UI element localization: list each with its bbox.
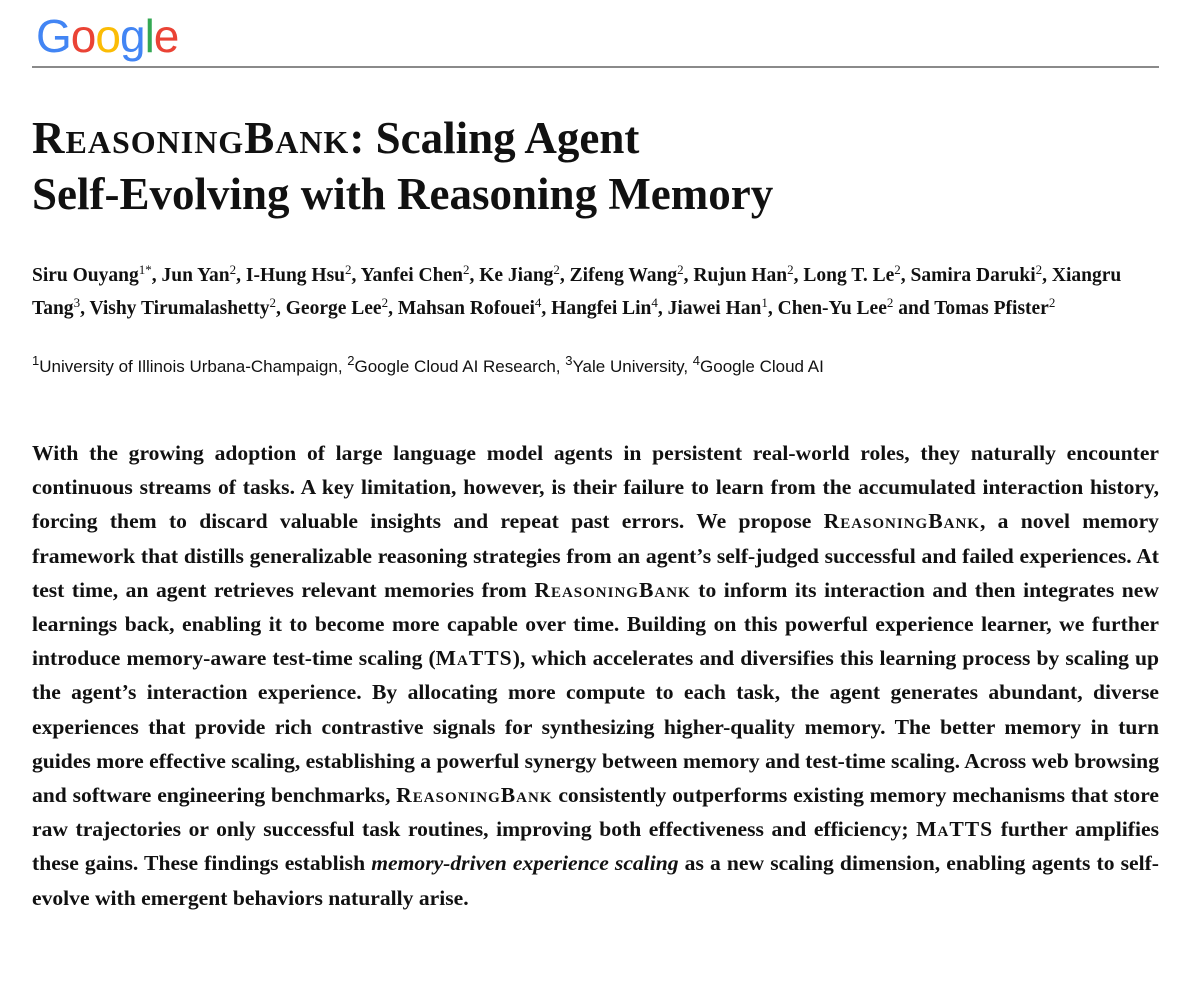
author-affiliation-mark: 1 <box>761 295 768 310</box>
abstract-text: , a novel memory framework that distills generalizable reasoning strategies from an agent’s self-judged successful and failed experiences. At test time, an agent retrieves relevant memories from <box>32 509 1159 602</box>
author-affiliation-mark: 2 <box>1035 262 1043 277</box>
author-name: Xiangru Tang <box>32 265 1122 319</box>
logo-letter: l <box>144 10 154 62</box>
abstract-text: to inform its interaction and then integrates new learnings back, enabling it to become more capable over time. Building on this powerful experience learner, we further introduce memory-aware test-time scaling ( <box>32 577 1159 671</box>
author-name: Tomas Pfister <box>934 298 1049 319</box>
author-affiliation-mark: 4 <box>651 295 658 310</box>
logo-letter: o <box>95 10 120 62</box>
method-acronym: MaTTS <box>435 646 513 671</box>
author-affiliation-mark: 2 <box>886 295 894 310</box>
logo-letter: e <box>153 10 179 62</box>
affiliation-number: 4 <box>692 353 701 368</box>
author-affiliation-mark: 1* <box>138 262 152 277</box>
author-affiliation-mark: 3 <box>73 295 81 310</box>
affiliation-name: Google Cloud AI Research <box>354 357 556 376</box>
method-name: ReasoningBank <box>534 577 691 602</box>
author-name: Jiawei Han <box>667 298 762 319</box>
logo-letter: o <box>70 10 96 62</box>
author-name: Jun Yan <box>161 265 230 286</box>
google-logo <box>36 8 178 64</box>
abstract-text: ), which accelerates and diversifies this learning process by scaling up the agent’s interaction experience. By allocating more compute to each task, the agent generates abundant, diverse experiences that provide rich contrastive signals for synthesizing higher-quality memory. The better memory in turn guides more effective scaling, establishing a powerful synergy between memory and test-time scaling. Across web browsing and software engineering benchmarks, <box>32 646 1159 808</box>
author-name: Rujun Han <box>693 265 788 286</box>
affiliation-name: University of Illinois Urbana-Champaign <box>39 357 338 376</box>
author-affiliation-mark: 2 <box>787 262 794 277</box>
author-name: Chen-Yu Lee <box>777 298 887 319</box>
method-name: ReasoningBank <box>823 509 980 534</box>
affiliation-number: 2 <box>347 353 355 368</box>
affiliation-number: 3 <box>565 353 573 368</box>
author-affiliation-mark: 2 <box>269 295 277 310</box>
affiliation-list: $^1$University of Illinois Urbana-Champaign, $^2$Google Cloud AI Research, $^3$Yale University, $^4$Google Cloud AI <box>32 353 824 376</box>
abstract-text: as a new scaling dimension, enabling agents to self-evolve with emergent behaviors naturally arise. <box>32 851 1159 910</box>
author-affiliation-mark: 2 <box>345 262 352 277</box>
author-affiliation-mark: 2 <box>229 262 237 277</box>
author-affiliation-mark: 4 <box>534 295 542 310</box>
logo-letter: G <box>36 10 71 62</box>
author-affiliation-mark: 2 <box>553 262 560 277</box>
author-name: I-Hung Hsu <box>245 265 346 286</box>
abstract-text: With the growing adoption of large language model agents in persistent real-world roles, they naturally encounter continuous streams of tasks. A key limitation, however, is their failure to learn from the accumulated interaction history, forcing them to discard valuable insights and repeat past errors. We propose <box>32 441 1159 534</box>
author-affiliation-mark: 2 <box>381 295 389 310</box>
author-name: Hangfei Lin <box>551 298 652 319</box>
author-affiliation-mark: 2 <box>894 262 901 277</box>
author-name: Mahsan Rofouei <box>397 298 535 319</box>
author-name: Ke Jiang <box>479 265 554 286</box>
abstract-text: consistently outperforms existing memory mechanisms that store raw trajectories or only successful task routines, improving both effectiveness and efficiency; <box>32 783 1159 842</box>
abstract-text: further amplifies these gains. These findings establish <box>32 817 1159 876</box>
title-line1-rest: : Scaling Agent <box>349 113 640 163</box>
author-name: George Lee <box>285 298 382 319</box>
author-name: Yanfei Chen <box>360 265 463 286</box>
affiliation-name: Yale University <box>572 357 684 376</box>
logo-letter: g <box>119 10 145 62</box>
abstract <box>32 436 1159 915</box>
author-name: Zifeng Wang <box>569 265 678 286</box>
author-list: Siru Ouyang$^{1*}$, Jun Yan$^2$, I-Hung Hsu$^2$, Yanfei Chen$^2$, Ke Jiang$^2$, Zifeng Wang$^2$, Rujun Han$^2$, Long T. Le$^2$, Samira Daruki$^2$, Xiangru Tang$^3$, Vishy Tirumalashetty$^2$, George Lee$^2$, Mahsan Rofouei$^4$, Hangfei Lin$^4$, Jiawei Han$^1$, Chen-Yu Lee$^2$ and Tomas Pfister$^2$ <box>32 262 1122 319</box>
title-method-name: ReasoningBank <box>32 113 350 163</box>
author-affiliation-mark: 2 <box>462 262 470 277</box>
method-acronym: MaTTS <box>916 817 994 842</box>
author-name: Samira Daruki <box>910 265 1036 286</box>
emphasis-phrase: memory-driven experience scaling <box>371 851 679 876</box>
method-name: ReasoningBank <box>396 783 553 808</box>
header-divider <box>32 66 1159 68</box>
author-affiliation-mark: 2 <box>677 262 684 277</box>
author-name: Long T. Le <box>803 265 895 286</box>
affiliation-number: 1 <box>32 353 40 368</box>
author-name: Siru Ouyang <box>32 265 139 286</box>
title-line2: Self-Evolving with Reasoning Memory <box>32 169 774 219</box>
author-affiliation-mark: 2 <box>1048 295 1056 310</box>
affiliation-name: Google Cloud AI <box>700 357 824 376</box>
author-name: Vishy Tirumalashetty <box>89 298 270 319</box>
paper-title <box>32 110 1152 222</box>
